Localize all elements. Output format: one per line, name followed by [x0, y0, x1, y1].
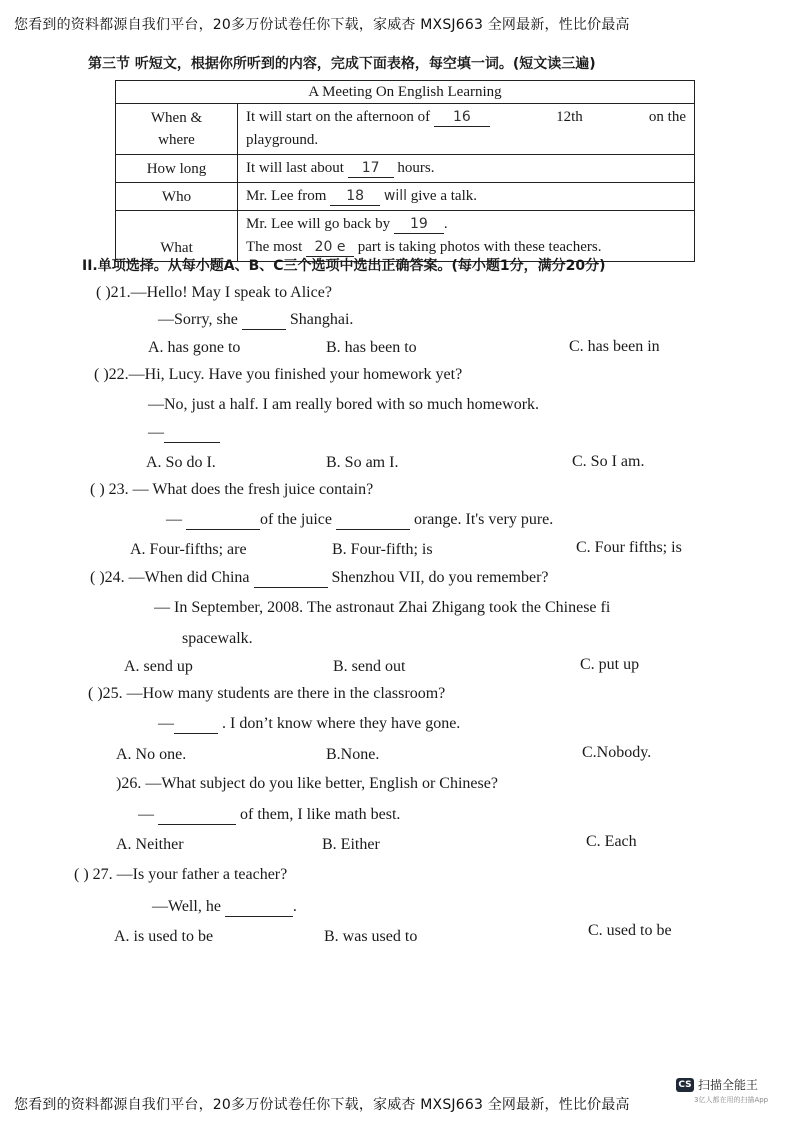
meeting-table: [115, 80, 695, 262]
row-value: It will last about 17 hours.: [238, 155, 695, 183]
row-label: Who: [116, 183, 238, 211]
q24-option-b[interactable]: B. send out: [333, 658, 406, 675]
cs-icon: CS: [676, 1078, 694, 1092]
q26-stem: )26. —What subject do you like better, English or Chinese?: [116, 775, 498, 792]
q21-blank[interactable]: [242, 311, 286, 330]
blank-16[interactable]: 16: [434, 108, 490, 127]
part2-title: II.单项选择。从每小题A、B、C三个选项中选出正确答案。(每小题1分，满分20分): [82, 258, 606, 274]
row-value: It will start on the afternoon of 16 12th on the playground.: [238, 104, 695, 155]
q27-option-c[interactable]: C. used to be: [588, 922, 672, 939]
q24-stem: ( )24. —When did China Shenzhou VII, do you remember?: [90, 569, 549, 586]
q23-blank-1[interactable]: [186, 511, 260, 530]
q23-option-a[interactable]: A. Four-fifths; are: [130, 541, 247, 558]
q26-option-b[interactable]: B. Either: [322, 836, 380, 853]
q26-blank[interactable]: [158, 806, 236, 825]
q24-line3: spacewalk.: [182, 630, 253, 647]
q26-option-c[interactable]: C. Each: [586, 833, 637, 850]
q27-option-b[interactable]: B. was used to: [324, 928, 418, 945]
q22-line3: —: [148, 424, 220, 443]
table-header: A Meeting On English Learning: [116, 81, 695, 104]
q21-option-b[interactable]: B. has been to: [326, 339, 417, 356]
q27-stem: ( ) 27. —Is your father a teacher?: [74, 866, 288, 883]
table-row: [116, 211, 695, 262]
scanner-subtext: 3亿人都在用的扫描App: [694, 1096, 769, 1104]
q23-blank-2[interactable]: [336, 511, 410, 530]
blank-17[interactable]: 17: [348, 159, 394, 178]
blank-18[interactable]: 18: [330, 187, 380, 206]
q24-line2: — In September, 2008. The astronaut Zhai Zhigang took the Chinese fi: [154, 599, 611, 616]
q25-stem: ( )25. —How many students are there in the classroom?: [88, 685, 446, 702]
q24-option-c[interactable]: C. put up: [580, 656, 640, 673]
q26-line2: — of them, I like math best.: [138, 806, 401, 823]
q21-option-c[interactable]: C. has been in: [569, 338, 660, 355]
table-row: [116, 183, 695, 211]
q22-line2: —No, just a half. I am really bored with so much homework.: [148, 396, 540, 413]
table-row: [116, 155, 695, 183]
bottom-banner: 您看到的资料都源自我们平台，20多万份试卷任你下载，家威杏 MXSJ663 全网最新，性比价最高: [14, 1097, 630, 1113]
q25-option-a[interactable]: A. No one.: [116, 746, 187, 763]
q23-option-c[interactable]: C. Four fifths; is: [576, 539, 682, 556]
q25-option-b[interactable]: B.None.: [326, 746, 380, 763]
q21-option-a[interactable]: A. has gone to: [148, 339, 241, 356]
section3-title: 第三节 听短文，根据你所听到的内容，完成下面表格，每空填一词。(短文读三遍): [88, 56, 596, 72]
top-banner: 您看到的资料都源自我们平台，20多万份试卷任你下载，家威杏 MXSJ663 全网最新，性比价最高: [14, 17, 630, 33]
q22-option-b[interactable]: B. So am I.: [326, 454, 399, 471]
q21-stem: ( )21.—Hello! May I speak to Alice?: [96, 284, 332, 301]
q24-blank[interactable]: [254, 569, 328, 588]
q23-option-b[interactable]: B. Four-fifth; is: [332, 541, 433, 558]
blank-19[interactable]: 19: [394, 215, 444, 234]
q25-blank[interactable]: [174, 715, 218, 734]
row-value: Mr. Lee from 18 will give a talk.: [238, 183, 695, 211]
table-row: [116, 104, 695, 155]
q21-line2: —Sorry, she Shanghai.: [158, 311, 354, 328]
scanner-logo: CS 扫描全能王: [676, 1076, 758, 1093]
q24-option-a[interactable]: A. send up: [124, 658, 193, 675]
row-label: What: [116, 211, 238, 262]
q22-option-c[interactable]: C. So I am.: [572, 453, 645, 470]
q27-line2: —Well, he .: [152, 898, 297, 915]
q23-stem: ( ) 23. — What does the fresh juice contain?: [90, 481, 374, 498]
row-label: When & where: [116, 104, 238, 155]
row-value: Mr. Lee will go back by 19 . The most 20 e part is taking photos with these teachers.: [238, 211, 695, 262]
q22-blank[interactable]: [164, 424, 220, 443]
q23-line2: — of the juice orange. It's very pure.: [166, 511, 554, 528]
handwriting: will: [383, 188, 408, 204]
q27-blank[interactable]: [225, 898, 293, 917]
q25-line2: — . I don’t know where they have gone.: [158, 715, 461, 732]
q27-option-a[interactable]: A. is used to be: [114, 928, 214, 945]
q25-option-c[interactable]: C.Nobody.: [582, 744, 652, 761]
q22-option-a[interactable]: A. So do I.: [146, 454, 216, 471]
q26-option-a[interactable]: A. Neither: [116, 836, 184, 853]
row-label: How long: [116, 155, 238, 183]
blank-20[interactable]: 20 e: [306, 238, 354, 257]
q22-stem: ( )22.—Hi, Lucy. Have you finished your homework yet?: [94, 366, 463, 383]
